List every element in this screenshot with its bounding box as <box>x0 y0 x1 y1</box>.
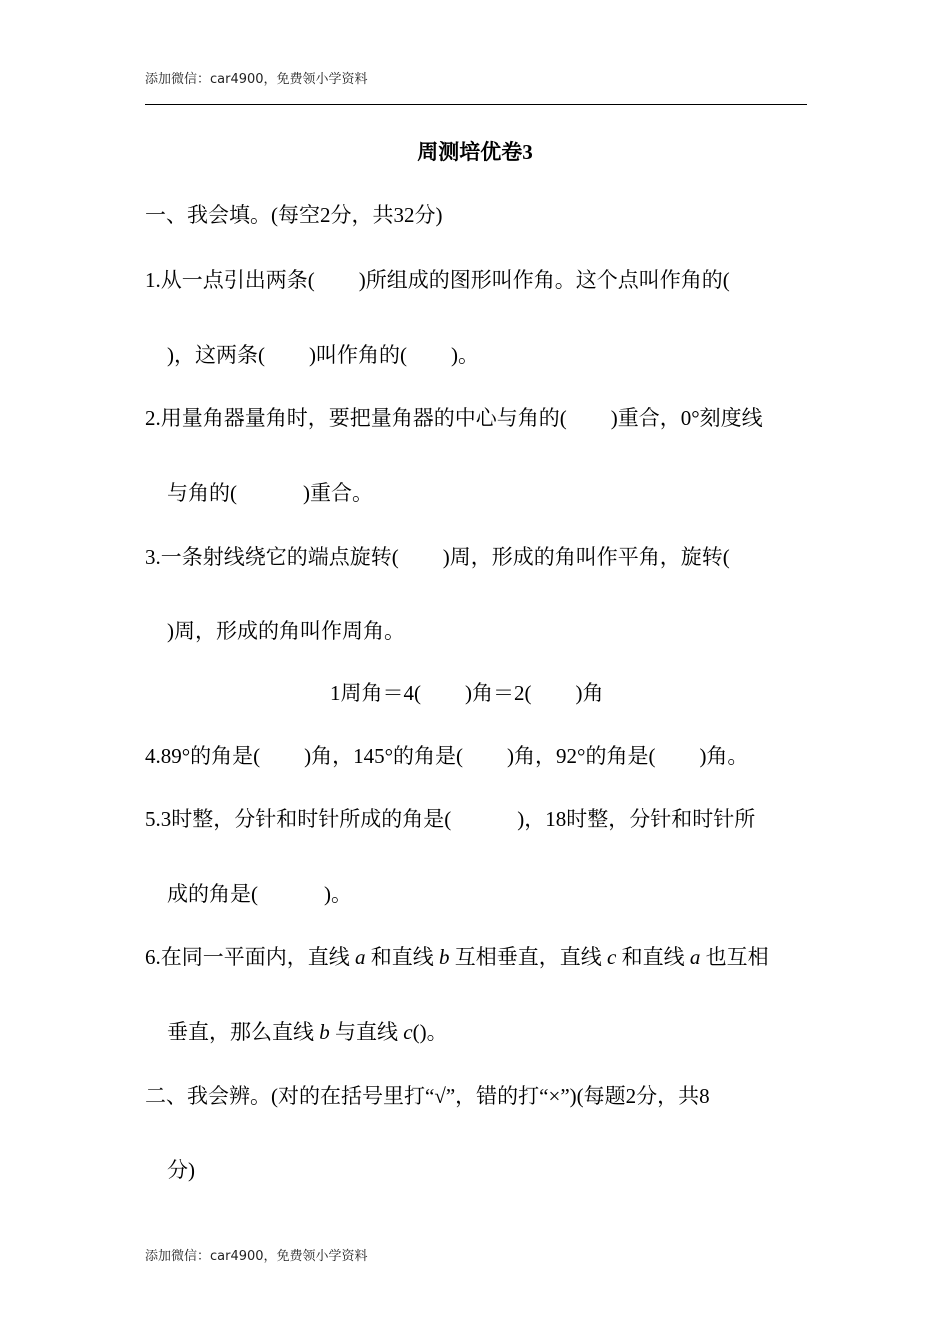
q6-var-c-2: c <box>403 1020 413 1044</box>
q5-text-b: )，18时整，分针和时针所 <box>517 807 756 831</box>
q5-line1 <box>145 804 755 834</box>
q4-line <box>145 741 748 771</box>
q5-text-a: 5.3时整，分针和时针所成的角是( <box>145 807 452 831</box>
section2-heading-cont: 分) <box>167 1158 195 1182</box>
q6-var-b-2: b <box>319 1020 330 1044</box>
q1-text-d: )叫作角的( <box>309 343 407 367</box>
section1-heading: 一、我会填。(每空2分，共32分) <box>145 203 443 227</box>
q3-line2: )周，形成的角叫作周角。 <box>167 619 405 643</box>
header-divider <box>145 104 807 105</box>
q5-text-d: )。 <box>324 882 352 906</box>
q2-text-c: 与角的( <box>167 481 237 505</box>
q1-line1 <box>145 265 730 295</box>
q1-line2 <box>167 340 479 370</box>
q6-text-e: 也互相 <box>705 945 769 969</box>
q6-line1 <box>145 942 769 972</box>
q3-line3 <box>330 678 604 708</box>
q1-text-b: )所组成的图形叫作角。这个点叫作角的( <box>358 268 730 292</box>
q6-var-c: c <box>607 945 617 969</box>
section2-heading: 二、我会辨。(对的在括号里打“√”，错的打“×”)(每题2分，共8 <box>145 1084 710 1108</box>
q3-text-d: )角＝2( <box>465 681 532 705</box>
q1-text-a: 1.从一点引出两条( <box>145 268 315 292</box>
q2-text-a: 2.用量角器量角时，要把量角器的中心与角的( <box>145 406 567 430</box>
q4-text-b: )角，145°的角是( <box>304 744 464 768</box>
header-note: 添加微信：car4900，免费领小学资料 <box>145 72 368 87</box>
q3-text-e: )角 <box>575 681 604 705</box>
q1-text-e: )。 <box>451 343 479 367</box>
footer-note: 添加微信：car4900，免费领小学资料 <box>145 1249 368 1264</box>
q3-text-b: )周，形成的角叫作平角，旋转( <box>442 545 730 569</box>
q6-text-h: ()。 <box>412 1020 448 1044</box>
page-title: 周测培优卷3 <box>417 140 533 164</box>
q6-var-a-2: a <box>689 945 701 969</box>
q6-text-d: 和直线 <box>621 945 685 969</box>
q6-var-a: a <box>355 945 366 969</box>
q6-line2 <box>167 1017 448 1047</box>
q6-var-b: b <box>439 945 450 969</box>
q2-text-b: )重合，0°刻度线 <box>610 406 763 430</box>
q6-text-b: 和直线 <box>370 945 434 969</box>
q5-text-c: 成的角是( <box>167 882 258 906</box>
q6-text-c: 互相垂直，直线 <box>454 945 602 969</box>
q4-text-a: 4.89°的角是( <box>145 744 261 768</box>
q4-text-d: )角。 <box>699 744 749 768</box>
q6-text-a: 6.在同一平面内，直线 <box>145 945 350 969</box>
q3-text-a: 3.一条射线绕它的端点旋转( <box>145 545 399 569</box>
q4-text-c: )角，92°的角是( <box>507 744 656 768</box>
q3-line1 <box>145 542 730 572</box>
q2-text-d: )重合。 <box>303 481 373 505</box>
q3-text-c: 1周角＝4( <box>330 681 421 705</box>
q2-line2 <box>167 478 373 508</box>
q2-line1 <box>145 403 763 433</box>
q6-text-g: 与直线 <box>335 1020 398 1044</box>
q6-text-f: 垂直，那么直线 <box>167 1020 314 1044</box>
q5-line2 <box>167 879 352 909</box>
q1-text-c: )，这两条( <box>167 343 265 367</box>
